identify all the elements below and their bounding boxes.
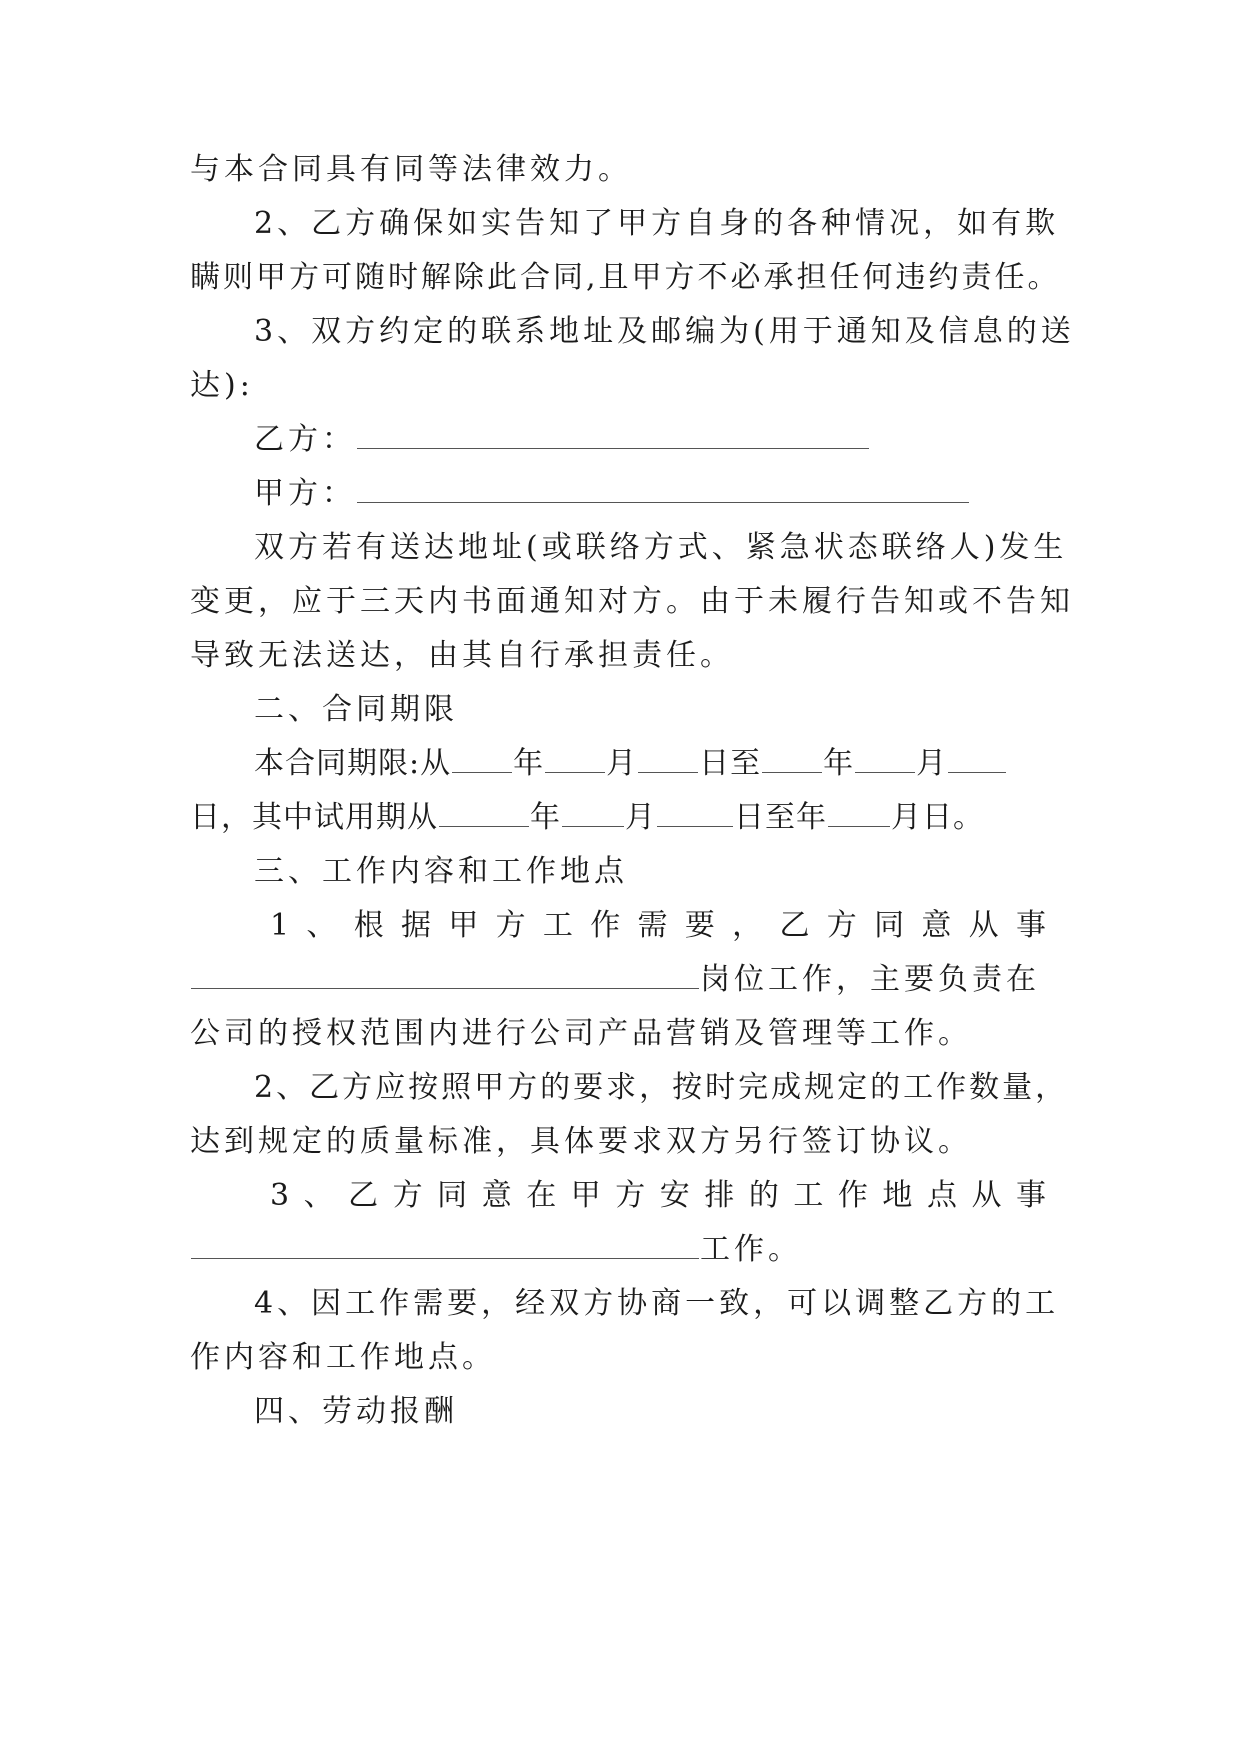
address-change-line-2: 变更，应于三天内书面通知对方。由于未履行告知或不告知 — [190, 584, 1074, 619]
address-change-line-1: 双方若有送达地址(或联络方式、紧急状态联络人)发生 — [254, 530, 1068, 565]
end-day-blank[interactable] — [948, 750, 1006, 773]
end-year-blank[interactable] — [762, 750, 822, 773]
month-label: 月 — [606, 746, 638, 781]
work-clause-1-line-3: 公司的授权范围内进行公司产品营销及管理等工作。 — [190, 1016, 972, 1051]
end-month-blank[interactable] — [855, 750, 915, 773]
probation-end-month-blank[interactable] — [828, 804, 890, 827]
month-label: 月 — [916, 746, 948, 781]
party-a-label: 甲方： — [254, 476, 356, 511]
work-clause-1-line-1: 1、根据甲方工作需要，乙方同意从事 — [270, 908, 1050, 943]
section-heading-contract-term: 二、合同期限 — [254, 692, 458, 727]
contract-term-line-2 — [190, 798, 1050, 838]
start-month-blank[interactable] — [545, 750, 605, 773]
position-suffix: 岗位工作，主要负责在 — [700, 962, 1040, 997]
work-clause-2-line-2: 达到规定的质量标准，具体要求双方另行签订协议。 — [190, 1124, 972, 1159]
year-label: 年 — [513, 746, 545, 781]
work-clause-4-line-1: 4、因工作需要，经双方协商一致，可以调整乙方的工 — [254, 1286, 1060, 1321]
day-to-year-label: 日至年 — [734, 800, 827, 835]
year-label: 年 — [530, 800, 561, 835]
probation-year-blank[interactable] — [439, 804, 529, 827]
work-place-suffix: 工作。 — [700, 1232, 802, 1267]
party-b-label: 乙方： — [254, 422, 356, 457]
work-clause-2-line-1: 2、乙方应按照甲方的要求，按时完成规定的工作数量， — [254, 1070, 1069, 1105]
day-to-label: 日至 — [699, 746, 762, 781]
clause-3-line-1: 3、双方约定的联系地址及邮编为(用于通知及信息的送 — [254, 314, 1075, 349]
address-change-line-3: 导致无法送达，由其自行承担责任。 — [190, 638, 734, 673]
clause-3-line-2: 达): — [190, 368, 254, 403]
work-clause-1-line-2 — [190, 960, 1050, 1000]
start-day-blank[interactable] — [638, 750, 698, 773]
term-prefix: 本合同期限:从 — [254, 746, 452, 781]
work-place-blank[interactable] — [191, 1236, 699, 1259]
probation-prefix: 日，其中试用期从 — [190, 800, 438, 835]
text-line: 与本合同具有同等法律效力。 — [190, 152, 632, 187]
party-a-address-blank[interactable] — [357, 480, 969, 503]
party-b-address-row — [254, 420, 1050, 460]
work-clause-4-line-2: 作内容和工作地点。 — [190, 1340, 496, 1375]
probation-day-blank[interactable] — [657, 804, 733, 827]
section-heading-remuneration: 四、劳动报酬 — [254, 1394, 458, 1429]
month-label: 月 — [625, 800, 656, 835]
start-year-blank[interactable] — [452, 750, 512, 773]
section-heading-work: 三、工作内容和工作地点 — [254, 854, 628, 889]
probation-month-blank[interactable] — [562, 804, 624, 827]
party-b-address-blank[interactable] — [357, 426, 869, 449]
month-day-label: 月日。 — [891, 800, 984, 835]
year-label: 年 — [823, 746, 855, 781]
contract-term-line-1 — [254, 744, 1050, 784]
work-clause-3-line-1: 3、乙方同意在甲方安排的工作地点从事 — [270, 1178, 1050, 1213]
clause-2-line-1: 2、乙方确保如实告知了甲方自身的各种情况，如有欺 — [254, 206, 1060, 241]
work-clause-3-line-2 — [190, 1230, 1050, 1270]
position-blank[interactable] — [191, 966, 699, 989]
clause-2-line-2: 瞒则甲方可随时解除此合同,且甲方不必承担任何违约责任。 — [190, 260, 1061, 295]
party-a-address-row — [254, 474, 1050, 514]
